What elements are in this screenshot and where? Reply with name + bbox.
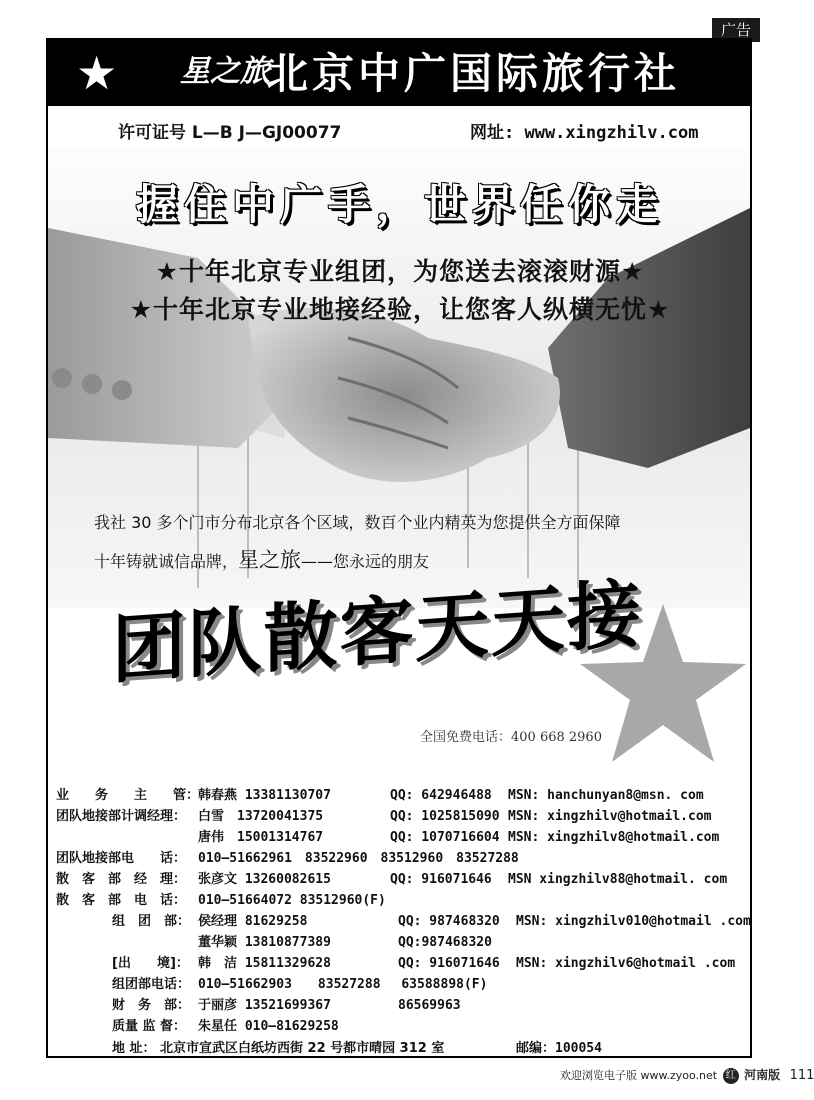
contact-label: 散 客 部 经 理： [56,872,187,887]
hotline-number: 全国免费电话：400 668 2960 [420,730,602,745]
newspaper-badge-icon: 红 [723,1068,739,1084]
contact-person: 010—51664072 83512960(F) [198,893,386,908]
tagline-brand: 星之旅 [238,548,302,572]
contact-qq: QQ: 1070716604 [390,830,500,845]
contact-label: 组 团 部： [112,914,191,929]
website-link[interactable]: 网址: www.xingzhilv.com [470,123,699,143]
agency-name: 北京中广国际旅行社 [266,49,681,98]
contact-label: 团队地接部计调经理： [56,809,187,824]
feature-line-1: ★十年北京专业组团，为您送去滚滚财源★ [155,257,645,286]
contact-msn: MSN: xingzhilv010@hotmail .com [516,914,751,929]
contact-qq: QQ:987468320 [398,935,492,950]
license-number: 许可证号 L—B J—GJ00077 [118,123,342,143]
page-footer [560,1066,814,1084]
contact-label: [出 境]： [112,956,189,971]
edition-label: 河南版 [744,1068,781,1082]
tagline-prefix: 十年铸就诚信品牌， [94,552,239,571]
contact-msn: MSN: hanchunyan8@msn. com [508,788,704,803]
ad-tag: 广告 [712,18,760,42]
service-description: 我社 30 多个门市分布北京各个区域，数百个业内精英为您提供全方面保障 [94,513,621,532]
contact-person: 张彦文 13260082615 [198,872,331,887]
contact-msn: MSN: xingzhilv@hotmail.com [508,809,712,824]
contact-person: 董华颖 13810877389 [198,935,331,950]
tagline-suffix: ——您永远的朋友 [301,552,430,571]
footer-site: 欢迎浏览电子版 www.zyoo.net [560,1069,718,1082]
contact-qq: QQ: 987468320 [398,914,500,929]
contact-qq: QQ: 642946488 [390,788,492,803]
contact-person: 韩 洁 15811329628 [198,956,331,971]
contact-person: 韩春燕 13381130707 [198,788,331,803]
postal-code: 邮编：100054 [516,1041,602,1056]
brand-tagline [94,544,429,574]
contact-label: 散 客 部 电 话： [56,893,187,908]
feature-line-2: ★十年北京专业地接经验，让您客人纵横无忧★ [129,295,671,324]
contact-label: 团队地接部电 话： [56,851,187,866]
brand-logo: 星之旅 [180,54,270,89]
contact-qq: QQ: 1025815090 [390,809,500,824]
contact-msn: MSN: xingzhilv6@hotmail .com [516,956,736,971]
contact-person: 侯经理 81629258 [198,914,308,929]
contact-person: 于丽彦 13521699367 [198,998,331,1013]
page-number: 111 [789,1068,814,1083]
address-label: 地 址： [112,1041,156,1056]
contact-label: 组团部电话： [112,977,191,992]
contact-person: 010—51662961 83522960 83512960 83527288 [198,851,519,866]
contact-person: 010—51662903 83527288 63588898(F) [198,977,488,992]
agency-header [48,40,750,106]
contact-person: 唐伟 15001314767 [198,830,324,845]
big-promo-text: 团队散客天天接 [112,570,643,695]
contact-msn: MSN: xingzhilv8@hotmail.com [508,830,720,845]
contact-qq: QQ: 916071646 [398,956,500,971]
contact-label: 质量 监 督： [112,1019,187,1034]
contact-label: 财 务 部： [112,998,191,1013]
star-icon: ★ [76,46,118,100]
contact-label: 业 务 主 管： [56,788,200,803]
address-value: 北京市宣武区白纸坊西街 22 号都市晴园 312 室 [160,1041,445,1056]
contact-qq: 86569963 [398,998,461,1013]
contact-person: 白雪 13720041375 [198,809,324,824]
headline-slogan: 握住中广手，世界任你走 [135,180,664,229]
contact-person: 朱星任 010—81629258 [198,1019,339,1034]
contact-qq: QQ: 916071646 [390,872,492,887]
contact-msn: MSN xingzhilv88@hotmail. com [508,872,728,887]
